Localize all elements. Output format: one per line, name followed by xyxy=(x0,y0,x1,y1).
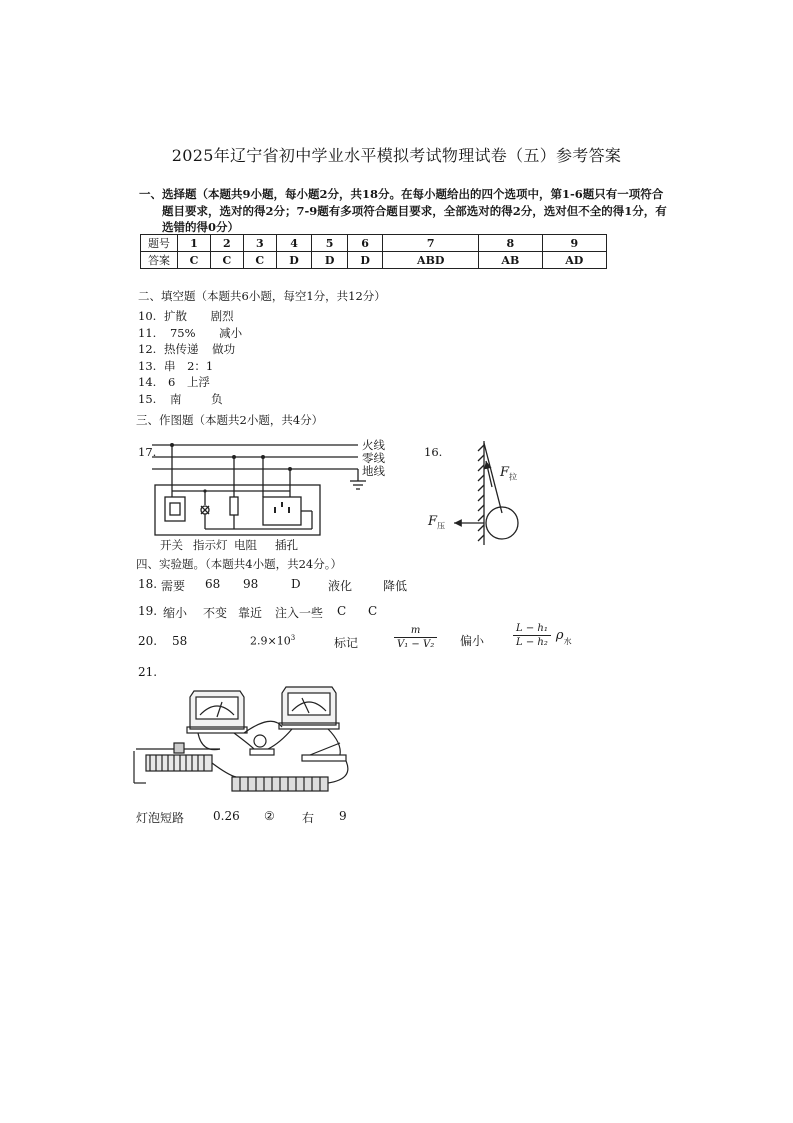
force-diagram xyxy=(420,435,530,550)
section1-line3: 选错的得0分） xyxy=(162,220,240,234)
q21-number: 21. xyxy=(138,665,158,679)
q20-answer: 58 xyxy=(172,634,188,648)
q20-answer: 标记 xyxy=(334,636,359,650)
table-cell: D xyxy=(312,252,348,269)
q19-answer: 缩小 xyxy=(163,606,188,620)
q20-volume-fraction: $\frac{m}{\text{V₁ − V₂}}$ xyxy=(394,625,437,650)
table-cell: 5 xyxy=(312,235,348,252)
table-cell: 8 xyxy=(479,235,543,252)
q19-answer: 靠近 xyxy=(238,606,263,620)
fill-item xyxy=(138,391,223,407)
answer-table xyxy=(140,234,607,269)
table-cell: 2 xyxy=(210,235,243,252)
table-row-answers xyxy=(141,252,607,269)
fill-item xyxy=(138,341,235,357)
q18-number: 18. xyxy=(138,577,158,591)
page-title: 2025年辽宁省初中学业水平模拟考试物理试卷（五）参考答案 xyxy=(171,146,622,165)
q21-answer: ② xyxy=(264,809,275,823)
item-number: 15. xyxy=(138,392,157,406)
answer-a: 75% xyxy=(169,326,196,340)
q19-answer: C xyxy=(368,604,378,618)
answer-b: 剧烈 xyxy=(210,309,234,323)
circuit-apparatus-illustration xyxy=(132,683,372,803)
table-cell: 1 xyxy=(178,235,211,252)
q21-answer: 0.26 xyxy=(213,809,240,823)
wire-label-ground: 地线 xyxy=(362,464,385,478)
section1-heading: 一、选择题（本题共9小题，每小题2分，共18分。在每小题给出的四个选项中，第1-6题只有一项符合 xyxy=(139,187,664,201)
household-circuit-diagram xyxy=(150,435,395,575)
label-socket: 插孔 xyxy=(275,538,298,552)
table-cell: ABD xyxy=(383,252,479,269)
q18-answer: 68 xyxy=(205,577,221,591)
item-number: 13. xyxy=(138,359,157,373)
table-cell: 7 xyxy=(383,235,479,252)
fill-item xyxy=(138,374,210,390)
q20-answer: 偏小 xyxy=(460,634,485,648)
table-cell: D xyxy=(347,252,383,269)
answer-a: 扩散 xyxy=(163,309,187,323)
answer-b: 2：1 xyxy=(187,359,214,373)
fill-item xyxy=(138,308,234,324)
label-switch: 开关 xyxy=(160,538,183,552)
label-indicator-lamp: 指示灯 xyxy=(193,538,228,552)
table-cell: 3 xyxy=(243,235,276,252)
item-number: 14. xyxy=(138,375,157,389)
answer-b: 负 xyxy=(211,392,223,406)
q16-number: 16. xyxy=(424,445,443,459)
item-number: 10. xyxy=(138,309,157,323)
table-row-label: 题号 xyxy=(141,235,178,252)
wire-label-neutral: 零线 xyxy=(362,451,385,465)
q19-answer: 注入一些 xyxy=(275,606,324,620)
table-cell: AB xyxy=(479,252,543,269)
item-number: 12. xyxy=(138,342,157,356)
table-row-label: 答案 xyxy=(141,252,178,269)
table-cell: 9 xyxy=(542,235,606,252)
answer-a: 6 xyxy=(167,375,176,389)
section4-heading: 四、实验题。（本题共4小题，共24分。） xyxy=(136,557,342,571)
q20-height-fraction: $\frac{\text{L − h₁}}{\text{L − h₂}}$ $\rho_水$ xyxy=(513,623,572,648)
q18-answer: 降低 xyxy=(383,579,408,593)
fill-item xyxy=(138,325,242,341)
q21-answer: 灯泡短路 xyxy=(136,811,185,825)
section1-line2: 题目要求，选对的得2分；7-9题有多项符合题目要求，全部选对的得2分，选对但不全的得1分，有 xyxy=(162,204,667,218)
answer-a: 串 xyxy=(163,359,176,373)
section3-heading: 三、作图题（本题共2小题，共4分） xyxy=(136,413,324,427)
label-resistor: 电阻 xyxy=(234,538,257,552)
answer-a: 南 xyxy=(169,392,182,406)
q19-answer: 不变 xyxy=(203,606,228,620)
answer-a: 热传递 xyxy=(163,342,199,356)
answer-b: 做功 xyxy=(212,342,236,356)
q20-number: 20. xyxy=(138,634,158,648)
q17-number: 17. xyxy=(138,445,157,459)
table-cell: C xyxy=(178,252,211,269)
answer-b: 减小 xyxy=(219,326,243,340)
q20-answer-density: $2.9\times 10^3$ xyxy=(250,634,296,648)
force-press-label: $F_压$ xyxy=(428,514,446,531)
table-cell: AD xyxy=(542,252,606,269)
section2-heading: 二、填空题（本题共6小题，每空1分，共12分） xyxy=(138,289,386,303)
wire-label-live: 火线 xyxy=(362,438,385,452)
table-cell: 4 xyxy=(276,235,312,252)
answer-b: 上浮 xyxy=(186,375,210,389)
q18-answer: 需要 xyxy=(161,579,186,593)
table-cell: C xyxy=(243,252,276,269)
q19-answer: C xyxy=(337,604,347,618)
q21-answer: 右 xyxy=(302,811,315,825)
force-pull-label: $F_拉$ xyxy=(500,465,518,482)
q18-answer: 98 xyxy=(243,577,259,591)
fill-item xyxy=(138,358,213,374)
table-row-numbers xyxy=(141,235,607,252)
q19-number: 19. xyxy=(138,604,158,618)
item-number: 11. xyxy=(138,326,157,340)
table-cell: D xyxy=(276,252,312,269)
table-cell: C xyxy=(210,252,243,269)
q21-answer: 9 xyxy=(339,809,347,823)
q18-answer: D xyxy=(291,577,301,591)
table-cell: 6 xyxy=(347,235,383,252)
q18-answer: 液化 xyxy=(328,579,353,593)
